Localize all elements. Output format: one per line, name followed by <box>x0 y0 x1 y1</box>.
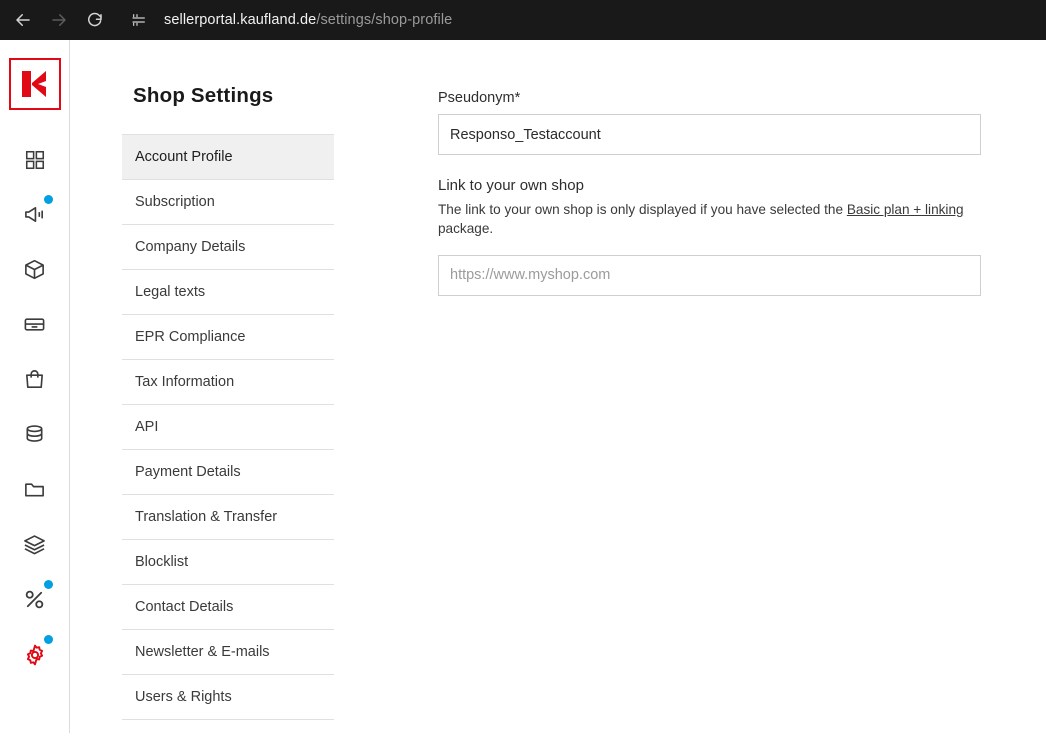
shop-link-help-text <box>438 200 978 239</box>
primary-nav-rail <box>0 40 70 733</box>
settings-nav-item-company-details[interactable] <box>122 225 334 270</box>
pseudonym-label: Pseudonym* <box>438 90 521 106</box>
shop-link-heading: Link to your own shop <box>438 177 584 194</box>
kaufland-logo[interactable] <box>9 58 61 110</box>
settings-nav-item-contact-details[interactable] <box>122 585 334 630</box>
settings-nav-item-payment-details[interactable] <box>122 450 334 495</box>
settings-nav-list <box>122 134 334 720</box>
sidebar-item-inventory[interactable] <box>8 297 62 352</box>
settings-nav-item-newsletter-emails[interactable] <box>122 630 334 675</box>
settings-nav-item-users-rights[interactable] <box>122 675 334 720</box>
sidebar-item-documents[interactable] <box>8 462 62 517</box>
account-profile-form <box>392 84 1012 733</box>
sidebar-item-orders[interactable] <box>8 352 62 407</box>
settings-nav-item-label: Translation & Transfer <box>135 509 278 525</box>
sidebar-item-settings[interactable] <box>8 627 62 682</box>
pseudonym-field-group <box>438 90 960 155</box>
settings-nav-item-account-profile[interactable] <box>122 135 334 180</box>
shop-link-field-group <box>438 177 964 296</box>
settings-nav-item-label: Account Profile <box>135 149 233 165</box>
settings-nav-item-label: Company Details <box>135 239 246 255</box>
forward-icon <box>48 9 70 31</box>
notification-badge <box>44 580 53 589</box>
sidebar-item-products[interactable] <box>8 242 62 297</box>
settings-nav-item-label: Contact Details <box>135 599 234 615</box>
settings-nav-item-label: Users & Rights <box>135 689 232 705</box>
settings-nav-column <box>122 84 392 733</box>
settings-nav-item-legal-texts[interactable] <box>122 270 334 315</box>
settings-nav-item-subscription[interactable] <box>122 180 334 225</box>
settings-nav-item-label: Payment Details <box>135 464 241 480</box>
url-host: sellerportal.kaufland.de <box>164 12 317 28</box>
shop-link-help-after: package. <box>438 221 494 237</box>
sidebar-item-dashboard[interactable] <box>8 132 62 187</box>
sidebar-item-marketing[interactable] <box>8 187 62 242</box>
settings-nav-item-label: Tax Information <box>135 374 235 390</box>
reload-icon[interactable] <box>84 9 106 31</box>
main-content <box>70 40 1046 733</box>
notification-badge <box>44 195 53 204</box>
settings-nav-item-label: Blocklist <box>135 554 189 570</box>
shop-link-help-before: The link to your own shop is only displayed if you have selected the <box>438 202 847 217</box>
settings-nav-item-blocklist[interactable] <box>122 540 334 585</box>
app-body <box>0 40 1046 733</box>
sidebar-item-catalog[interactable] <box>8 517 62 572</box>
settings-nav-item-translation-transfer[interactable] <box>122 495 334 540</box>
sidebar-item-finance[interactable] <box>8 407 62 462</box>
settings-nav-item-label: Subscription <box>135 194 215 210</box>
settings-nav-item-label: Newsletter & E-mails <box>135 644 270 660</box>
settings-nav-item-label: API <box>135 419 159 435</box>
settings-nav-item-label: EPR Compliance <box>135 329 246 345</box>
back-icon[interactable] <box>12 9 34 31</box>
pseudonym-input[interactable]: Responso_Testaccount <box>438 114 981 155</box>
url-path: /settings/shop-profile <box>316 12 453 28</box>
shop-url-input[interactable]: https://www.myshop.com <box>438 255 981 296</box>
notification-badge <box>44 635 53 644</box>
settings-nav-item-tax-information[interactable] <box>122 360 334 405</box>
address-bar[interactable] <box>164 12 452 28</box>
settings-nav-item-label: Legal texts <box>135 284 206 300</box>
settings-nav-item-epr-compliance[interactable] <box>122 315 334 360</box>
browser-toolbar <box>0 0 1046 40</box>
sidebar-item-promotions[interactable] <box>8 572 62 627</box>
settings-nav-item-api[interactable] <box>122 405 334 450</box>
basic-plan-linking-link[interactable]: Basic plan + linking <box>846 202 964 217</box>
site-settings-icon[interactable] <box>128 9 150 31</box>
page-title: Shop Settings <box>133 84 274 107</box>
